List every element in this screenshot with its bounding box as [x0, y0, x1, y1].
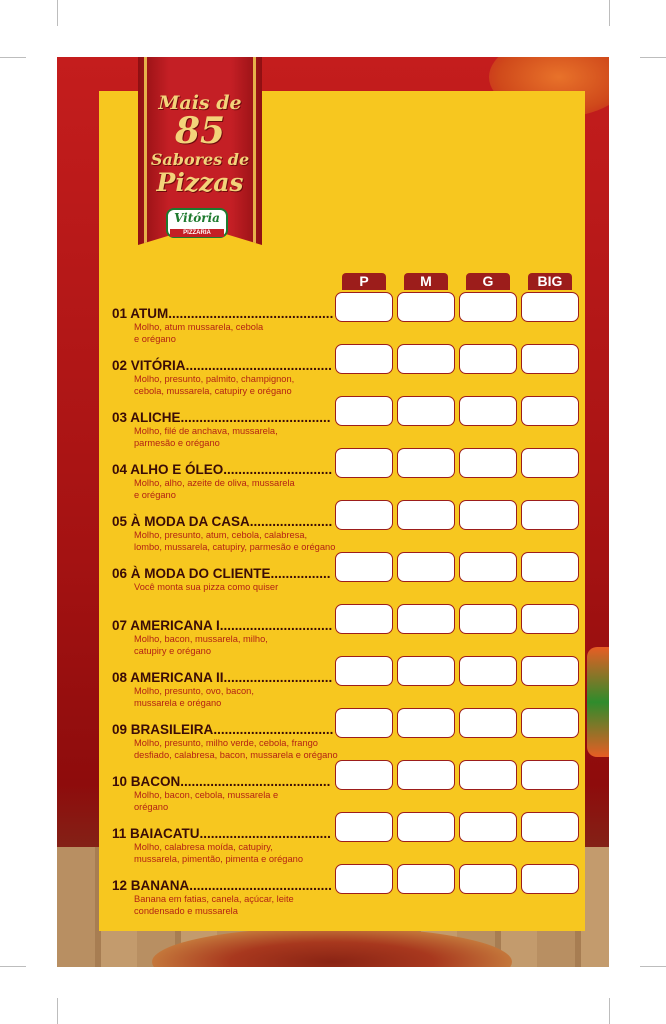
item-title — [112, 722, 333, 737]
quantity-box-p[interactable] — [335, 292, 393, 322]
quantity-box-big[interactable] — [521, 604, 579, 634]
quantity-box-g[interactable] — [459, 292, 517, 322]
item-description: Molho, filé de anchava, mussarela, — [134, 426, 278, 436]
dotted-leader: ............................. — [223, 462, 333, 477]
item-description: lombo, mussarela, catupiry, parmesão e orégano — [134, 541, 336, 552]
banner-line-1: Mais de — [158, 92, 242, 114]
dotted-leader: ...................................... — [189, 878, 332, 893]
quantity-box-big[interactable] — [521, 344, 579, 374]
quantity-box-big[interactable] — [521, 656, 579, 686]
item-number: 02 — [112, 358, 128, 373]
quantity-box-p[interactable] — [335, 812, 393, 842]
item-description: desfiado, calabresa, bacon, mussarela e orégano — [134, 749, 338, 760]
dotted-leader: ........................................ — [180, 774, 331, 789]
item-name: ALHO E ÓLEO — [130, 462, 224, 477]
quantity-box-m[interactable] — [397, 344, 455, 374]
item-description: Molho, calabresa moída, catupiry, — [134, 842, 273, 852]
quantity-box-p[interactable] — [335, 656, 393, 686]
item-title — [112, 878, 332, 893]
quantity-box-big[interactable] — [521, 760, 579, 790]
item-title — [112, 566, 331, 581]
quantity-box-p[interactable] — [335, 708, 393, 738]
quantity-box-p[interactable] — [335, 604, 393, 634]
pizza-slice-image — [587, 647, 609, 757]
dotted-leader: ................................ — [213, 722, 334, 737]
item-number: 03 — [112, 410, 128, 425]
quantity-box-m[interactable] — [397, 656, 455, 686]
item-description: e orégano — [134, 489, 176, 500]
quantity-box-big[interactable] — [521, 292, 579, 322]
quantity-box-big[interactable] — [521, 708, 579, 738]
quantity-box-big[interactable] — [521, 448, 579, 478]
item-description: Molho, bacon, cebola, mussarela e — [134, 790, 279, 800]
size-header-g: G — [466, 273, 510, 290]
dotted-leader: ........................................ — [180, 410, 331, 425]
quantity-box-g[interactable] — [459, 448, 517, 478]
item-description: orégano — [134, 801, 169, 812]
item-description: Molho, presunto, milho verde, cebola, frango — [134, 738, 318, 748]
dotted-leader: ............................................ — [168, 306, 334, 321]
quantity-box-p[interactable] — [335, 344, 393, 374]
quantity-box-p[interactable] — [335, 552, 393, 582]
item-number: 08 — [112, 670, 128, 685]
item-description: Molho, bacon, mussarela, milho, — [134, 634, 268, 644]
quantity-box-m[interactable] — [397, 292, 455, 322]
quantity-box-p[interactable] — [335, 760, 393, 790]
item-name: VITÓRIA — [130, 358, 186, 373]
quantity-box-big[interactable] — [521, 812, 579, 842]
quantity-box-g[interactable] — [459, 396, 517, 426]
quantity-box-p[interactable] — [335, 500, 393, 530]
quantity-box-g[interactable] — [459, 604, 517, 634]
item-name: BRASILEIRA — [130, 722, 214, 737]
quantity-box-big[interactable] — [521, 864, 579, 894]
quantity-box-g[interactable] — [459, 344, 517, 374]
quantity-box-m[interactable] — [397, 708, 455, 738]
item-title — [112, 774, 330, 789]
item-number: 06 — [112, 566, 128, 581]
item-number: 05 — [112, 514, 128, 529]
quantity-box-m[interactable] — [397, 448, 455, 478]
quantity-box-g[interactable] — [459, 760, 517, 790]
item-name: ALICHE — [130, 410, 181, 425]
item-description: cebola, mussarela, catupiry e orégano — [134, 385, 292, 396]
item-number: 01 — [112, 306, 128, 321]
dotted-leader: .............................. — [219, 618, 333, 633]
item-description: mussarela e orégano — [134, 697, 222, 708]
item-name: À MODA DO CLIENTE — [130, 566, 271, 581]
dotted-leader: ................ — [270, 566, 331, 581]
item-number: 09 — [112, 722, 128, 737]
item-title — [112, 410, 331, 425]
quantity-box-p[interactable] — [335, 448, 393, 478]
dotted-leader: ...................... — [249, 514, 333, 529]
crop-mark — [0, 57, 26, 58]
item-description: parmesão e orégano — [134, 437, 220, 448]
item-number: 11 — [112, 826, 127, 841]
item-title — [112, 514, 332, 529]
quantity-box-m[interactable] — [397, 760, 455, 790]
item-description: catupiry e orégano — [134, 645, 212, 656]
quantity-box-m[interactable] — [397, 864, 455, 894]
quantity-box-g[interactable] — [459, 552, 517, 582]
item-description: Molho, atum mussarela, cebola — [134, 322, 264, 332]
quantity-box-m[interactable] — [397, 396, 455, 426]
item-name: BANANA — [130, 878, 190, 893]
size-header-big: BIG — [528, 273, 572, 290]
crop-mark — [0, 966, 26, 967]
quantity-box-m[interactable] — [397, 552, 455, 582]
item-name: À MODA DA CASA — [130, 514, 250, 529]
item-description: Você monta sua pizza como quiser — [134, 582, 279, 592]
dotted-leader: ............................. — [223, 670, 333, 685]
item-name: BAIACATU — [130, 826, 200, 841]
item-description: Molho, presunto, palmito, champignon, — [134, 374, 295, 384]
size-header-p: P — [342, 273, 386, 290]
item-description: Molho, alho, azeite de oliva, mussarela — [134, 478, 295, 488]
item-number: 07 — [112, 618, 128, 633]
item-description: condensado e mussarela — [134, 905, 238, 916]
quantity-box-g[interactable] — [459, 708, 517, 738]
item-title — [112, 462, 332, 477]
size-header-m: M — [404, 273, 448, 290]
crop-mark — [57, 0, 58, 26]
quantity-box-p[interactable] — [335, 396, 393, 426]
quantity-box-m[interactable] — [397, 500, 455, 530]
quantity-box-g[interactable] — [459, 812, 517, 842]
quantity-box-g[interactable] — [459, 500, 517, 530]
quantity-box-g[interactable] — [459, 864, 517, 894]
item-number: 04 — [112, 462, 128, 477]
item-number: 12 — [112, 878, 128, 893]
logo-subtitle: PIZZARIA — [170, 229, 224, 237]
dotted-leader: ................................... — [199, 826, 331, 841]
banner-line-4: Pizzas — [156, 168, 244, 197]
item-title — [112, 618, 332, 633]
item-title — [112, 306, 333, 321]
crop-mark — [609, 998, 610, 1024]
item-description: Banana em fatias, canela, açúcar, leite — [134, 894, 294, 904]
item-number: 10 — [112, 774, 128, 789]
crop-mark — [57, 998, 58, 1024]
item-title — [112, 358, 332, 373]
item-name: AMERICANA I — [130, 618, 220, 633]
item-description: mussarela, pimentão, pimenta e orégano — [134, 853, 303, 864]
banner-line-3: Sabores de — [150, 150, 250, 169]
quantity-box-big[interactable] — [521, 500, 579, 530]
dotted-leader: ....................................... — [185, 358, 332, 373]
item-name: BACON — [130, 774, 181, 789]
item-description: e orégano — [134, 333, 176, 344]
banner-line-2: 85 — [174, 110, 226, 152]
item-description: Molho, presunto, atum, cebola, calabresa, — [134, 530, 308, 540]
item-description: Molho, presunto, ovo, bacon, — [134, 686, 254, 696]
quantity-box-g[interactable] — [459, 656, 517, 686]
quantity-box-m[interactable] — [397, 812, 455, 842]
quantity-box-big[interactable] — [521, 552, 579, 582]
quantity-box-p[interactable] — [335, 864, 393, 894]
quantity-box-big[interactable] — [521, 396, 579, 426]
quantity-box-m[interactable] — [397, 604, 455, 634]
crop-mark — [640, 57, 666, 58]
logo-name: Vitória — [174, 211, 220, 225]
crop-mark — [609, 0, 610, 26]
item-title — [112, 826, 331, 841]
crop-mark — [640, 966, 666, 967]
item-name: AMERICANA II — [130, 670, 224, 685]
item-name: ATUM — [130, 306, 169, 321]
item-title — [112, 670, 332, 685]
